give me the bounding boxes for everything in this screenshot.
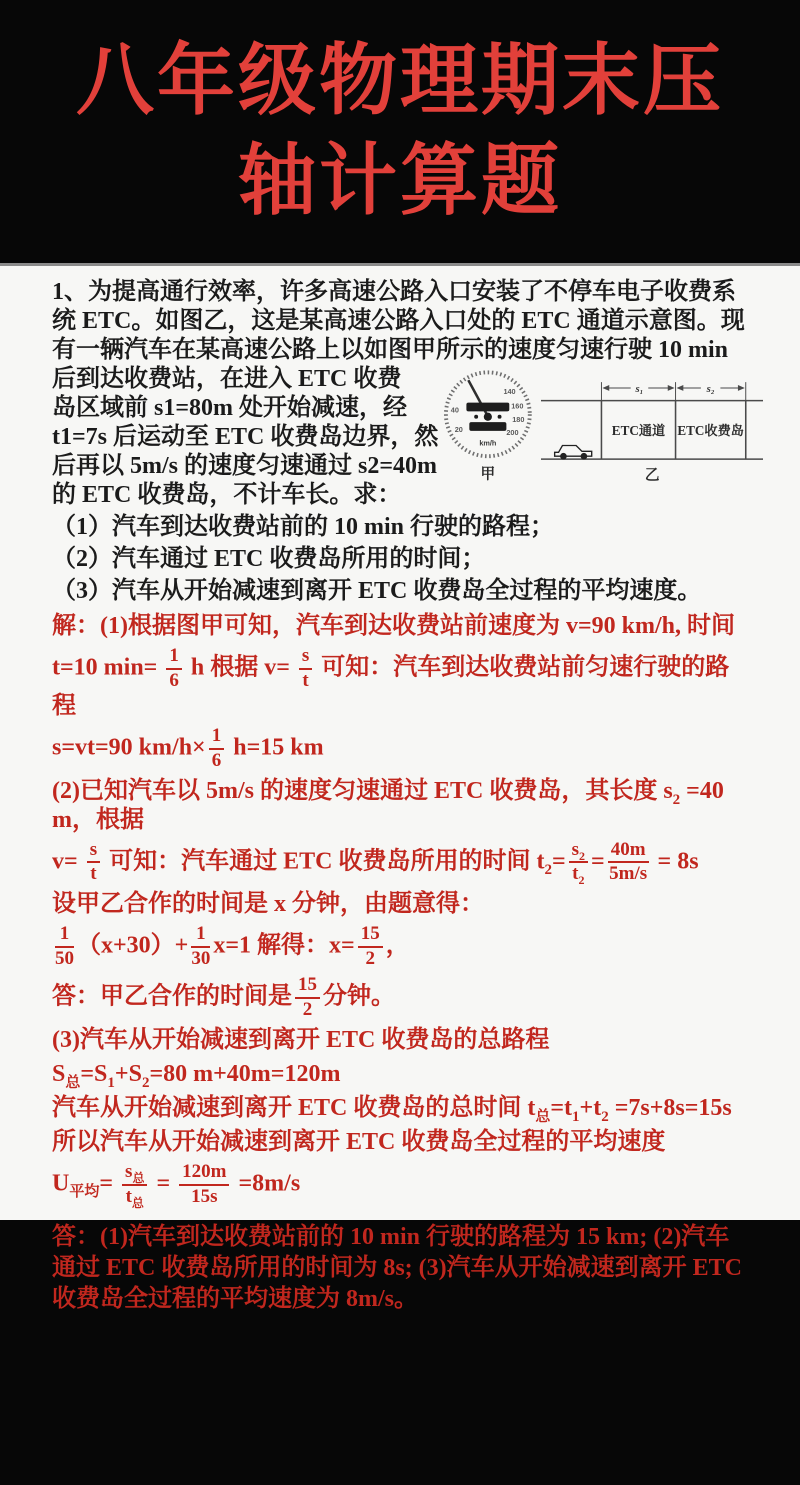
- fraction: $\frac{s_2}{t_2}$: [569, 840, 588, 886]
- fraction: $\frac{s}{t}$: [87, 840, 100, 886]
- dim-label-s2: s₂: [706, 382, 715, 395]
- arrowhead: [676, 385, 683, 391]
- gauge-center-dot: [484, 413, 492, 421]
- fraction: $\frac{1}{30}$: [191, 923, 211, 970]
- question-2: （2）汽车通过 ETC 收费岛所用的时间；: [52, 546, 486, 572]
- fraction: $\frac{1}{50}$: [55, 923, 74, 970]
- page-title-line2: 轴计算题: [237, 136, 562, 224]
- car-icon: [554, 445, 591, 459]
- question-list: [52, 513, 748, 606]
- solution-line-9: (3)汽车从开始减速到离开 ETC 收费岛的总路程: [52, 1026, 550, 1053]
- solution-line-2: t=10 min= $\frac{1}{6}$ h 根据 v= $\frac{s}{t}$ 可知：汽车到达收费站前匀速行驶的路程: [52, 645, 730, 719]
- speedometer-figure: [443, 366, 533, 486]
- fraction: $\frac{120m}{15s}$: [179, 1162, 229, 1208]
- solution-line-5: v= $\frac{s}{t}$ 可知：汽车通过 ETC 收费岛所用的时间 $t_2=$ $\frac{s_2}{t_2}$ = $\frac{40m}{5m/s}$ = 8s: [52, 838, 699, 888]
- problem-intro-text: 1、为提高通行效率，许多高速公路入口安装了不停车电子收费系统 ETC。如图乙，这是某高速公路入口处的 ETC 通道示意图。现有一辆汽车在某高速公路上以如图甲所示的速度匀速行驶 10 min 后到达收费站，在进入 ETC 收费: [52, 279, 745, 392]
- fraction: $\frac{15}{2}$: [295, 975, 320, 1021]
- answer-paragraph: 答：(1)汽车到达收费站前的 10 min 行驶的路程为 15 km; (2)汽车通过 ETC 收费岛所用的时间为 8s; (3)汽车从开始减速到离开 ETC 收费岛全过程的平均速度为 8m/s。: [52, 1223, 743, 1312]
- solution-line-13: $U_{平均}=$ $\frac{s_总}{t_总}$ = $\frac{120m}{15s}$ =8m/s: [52, 1160, 301, 1210]
- gauge-number: 20: [454, 424, 463, 434]
- solution-block: [52, 612, 748, 1208]
- gauge-right-dot: [498, 415, 502, 419]
- gauge-unit-label: km/h: [479, 438, 497, 448]
- figure-label-yi: 乙: [644, 467, 660, 484]
- solution-line-3: s=vt=90 km/h× $\frac{1}{6}$ h=15 km: [52, 724, 324, 771]
- arrowhead: [602, 385, 609, 391]
- solution-line-11: 汽车从开始减速到离开 ETC 收费岛的总时间 $t_总=t_1+t_2 =7s+8s=15s$: [52, 1094, 732, 1125]
- figure-label-jia: 甲: [480, 466, 496, 483]
- problem-card: [0, 263, 800, 1312]
- problem-body-text: 岛区域前 s1=80m 处开始减速，经 t1=7s 后运动至 ETC 收费岛边界，然后再以 5m/s 的速度匀速通过 s2=40m 的 ETC 收费岛，不计车长。求：: [52, 395, 439, 508]
- page-title: [0, 30, 800, 230]
- gauge-display-bar-bottom: [469, 422, 506, 431]
- page-title-line1: 八年级物理期末压: [75, 36, 724, 124]
- gauge-left-dot: [474, 415, 478, 419]
- gauge-number: 180: [512, 415, 525, 425]
- fraction: $\frac{40m}{5m/s}$: [609, 838, 648, 885]
- gauge-number: 140: [503, 386, 516, 396]
- question-3: （3）汽车从开始减速到离开 ETC 收费岛全过程的平均速度。: [52, 578, 702, 604]
- solution-line-4: (2)已知汽车以 5m/s 的速度匀速通过 ETC 收费岛，其长度 $s_2 =40$ m，根据: [52, 777, 724, 833]
- etc-lane-figure: [541, 366, 763, 486]
- solution-line-8: 答：甲乙合作的时间是 $\frac{15}{2}$ 分钟。: [52, 974, 395, 1021]
- arrowhead: [738, 385, 745, 391]
- zone-label-etc-island: ETC收费岛: [677, 422, 744, 438]
- solution-line-12: 所以汽车从开始减速到离开 ETC 收费岛全过程的平均速度: [52, 1128, 666, 1155]
- gauge-number: 200: [506, 427, 519, 437]
- gauge-number: 160: [511, 401, 524, 411]
- zone-label-etc-channel: ETC通道: [611, 422, 665, 438]
- solution-line-1: 解：(1)根据图甲可知，汽车到达收费站前速度为 v=90 km/h, 时间: [52, 613, 736, 639]
- gauge-display-bar-top: [466, 403, 509, 412]
- fraction: $\frac{1}{6}$: [166, 646, 182, 692]
- arrowhead: [667, 385, 674, 391]
- dim-label-s1: s₁: [635, 382, 644, 395]
- solution-line-6: 设甲乙合作的时间是 x 分钟，由题意得：: [52, 891, 484, 918]
- figure-group: [443, 366, 763, 486]
- fraction: $\frac{1}{6}$: [209, 726, 225, 772]
- solution-line-10: $S_总=S_1+S_2=80$ m+40m=120m: [52, 1060, 341, 1091]
- fraction: $\frac{s_总}{t_总}$: [122, 1162, 147, 1208]
- fraction: $\frac{s}{t}$: [299, 646, 312, 692]
- gauge-number: 40: [450, 405, 459, 415]
- solution-line-7: $\frac{1}{50}$ （x+30）+ $\frac{1}{30}$ x=1 解得：x= $\frac{15}{2}$ ，: [55, 923, 410, 970]
- question-1: （1）汽车到达收费站前的 10 min 行驶的路程；: [52, 514, 555, 540]
- fraction: $\frac{15}{2}$: [358, 924, 383, 970]
